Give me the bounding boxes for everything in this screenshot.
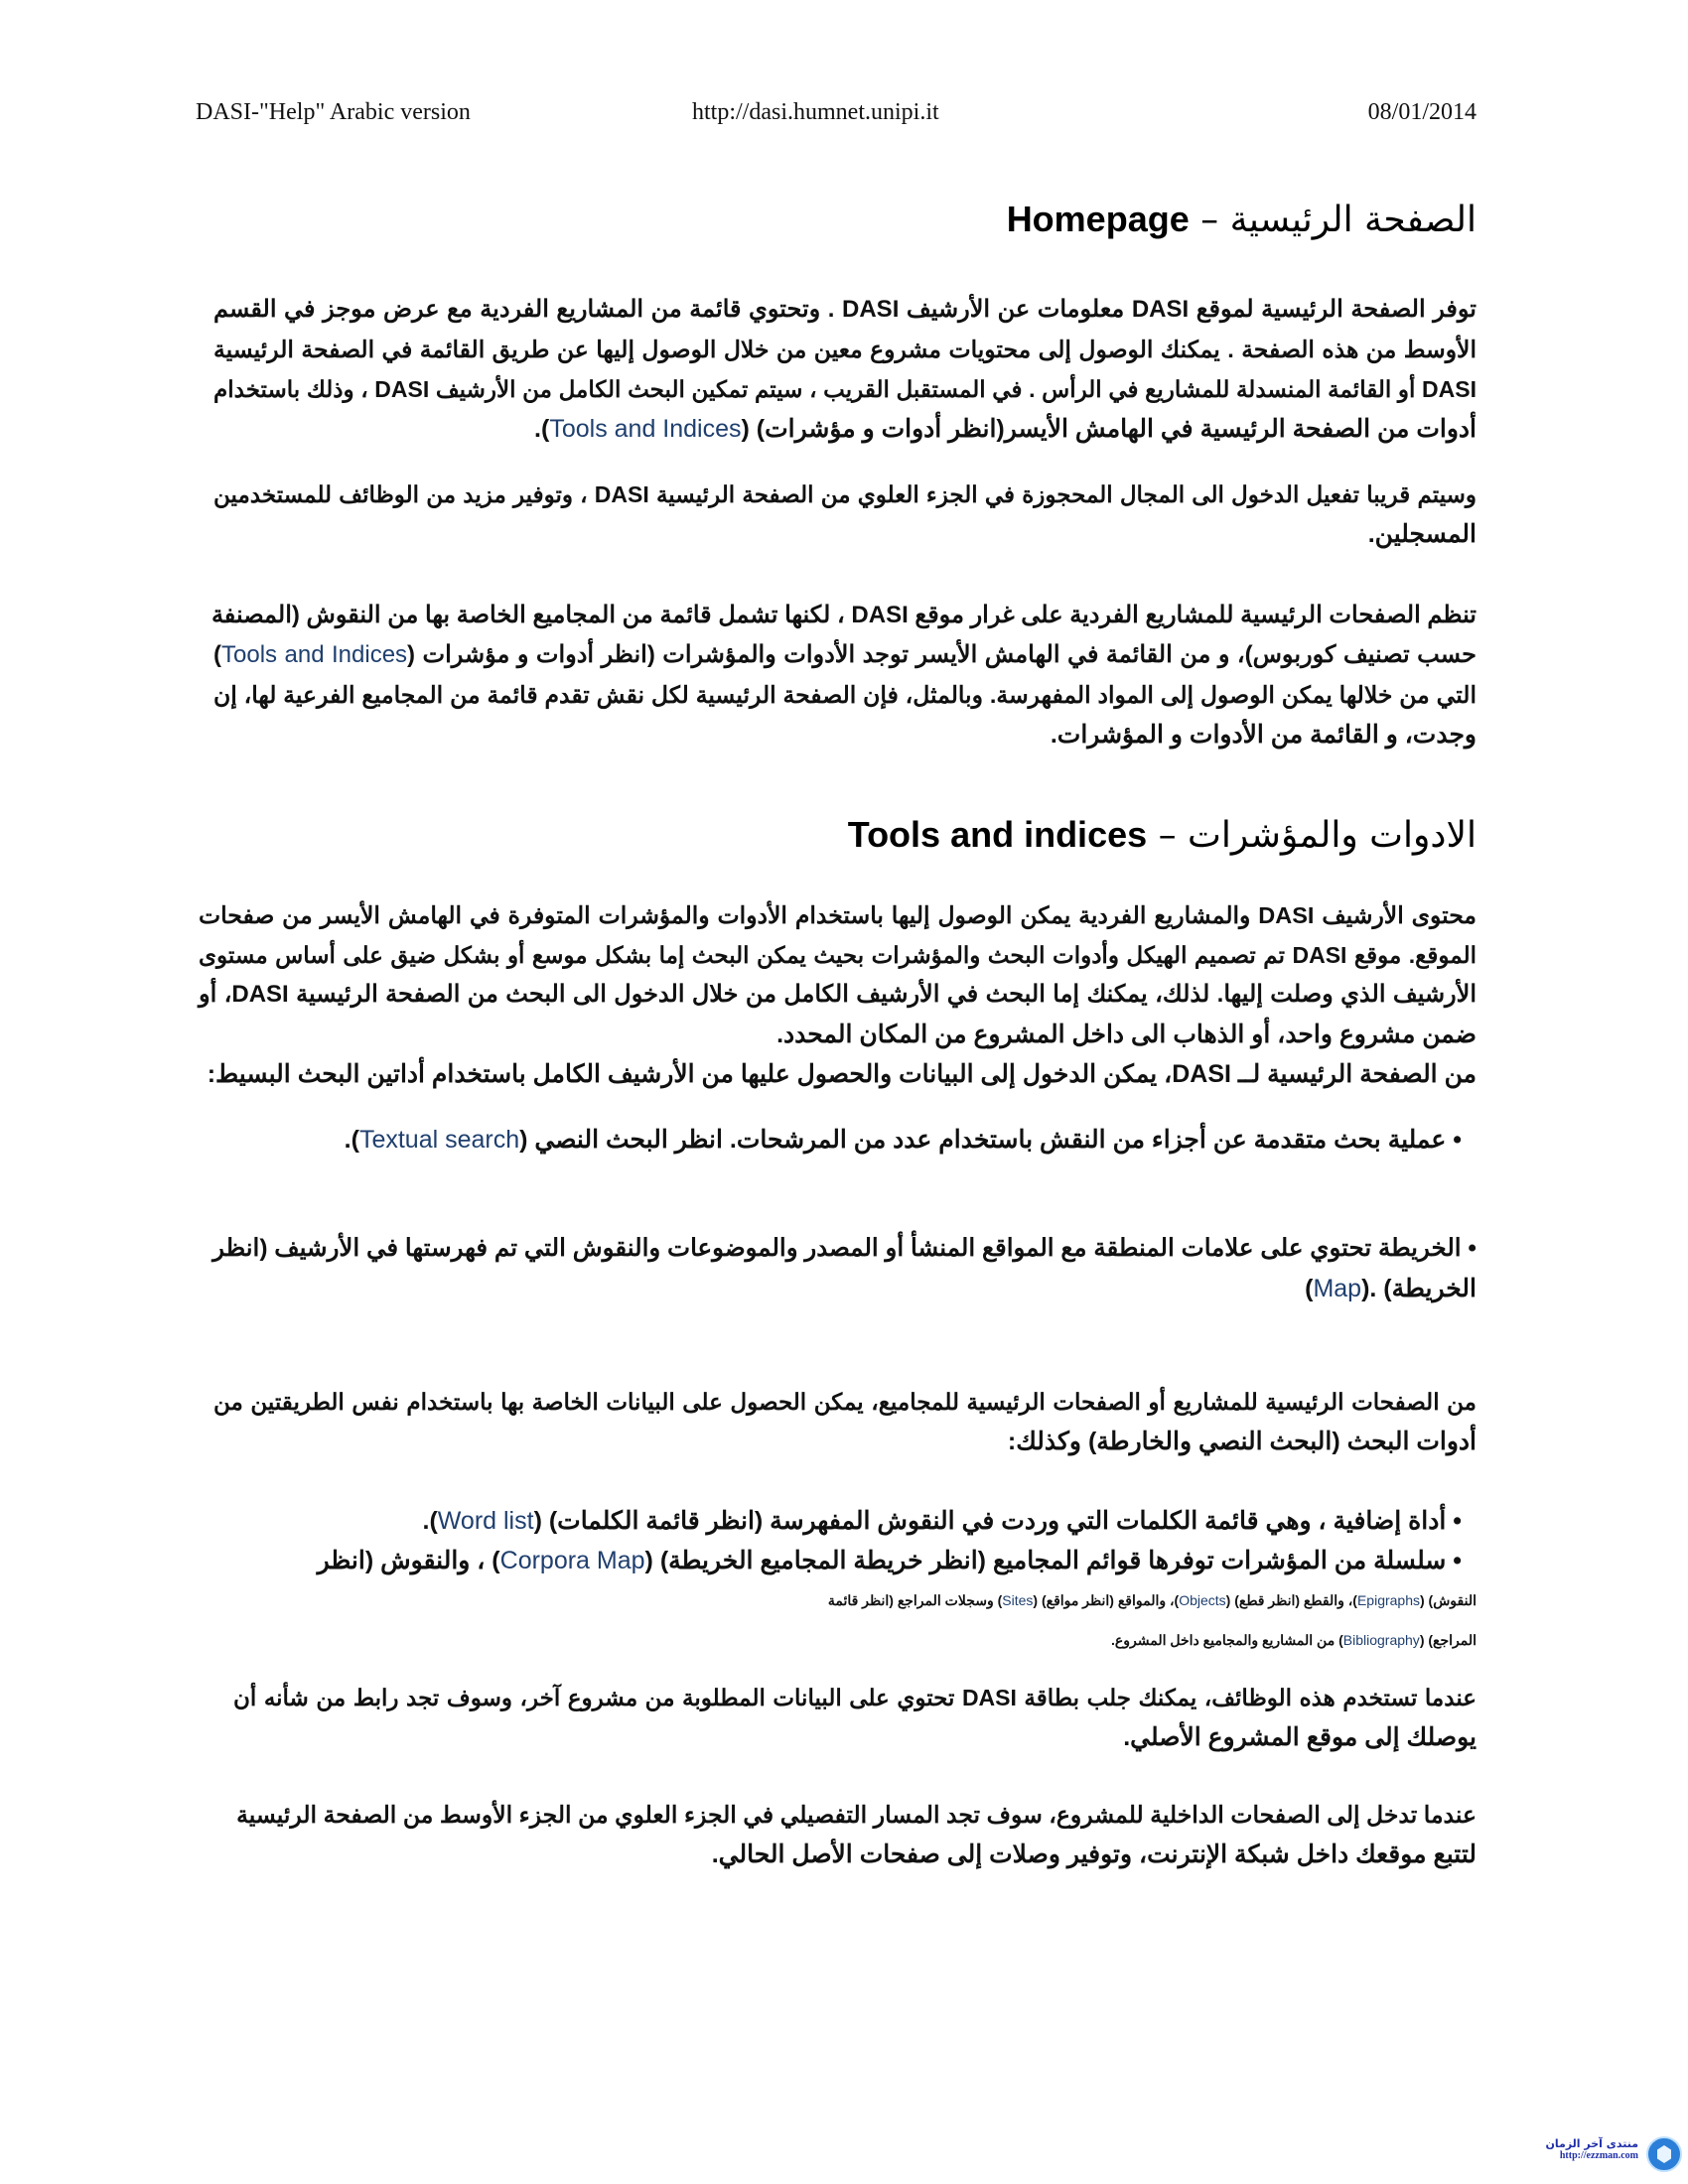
text-fragment: ) ، والنقوش (انظر xyxy=(317,1547,500,1574)
link-bibliography[interactable]: Bibliography xyxy=(1342,1632,1420,1648)
link-map[interactable]: Map xyxy=(1313,1275,1362,1302)
text-line: من الصفحة الرئيسية لــ DASI، يمكن الدخول إلى البيانات والحصول عليها من الأرشيف الكامل باستخدام أداتين البحث البسيط: xyxy=(207,1060,1477,1088)
paragraph-project-pages xyxy=(213,596,1477,754)
text-line xyxy=(213,1269,1477,1308)
text-line: تنظم الصفحات الرئيسية للمشاريع الفردية على غرار موقع DASI ، لكنها تشمل قائمة من المجاميع الخاصة بها من النقوش (المصنفة xyxy=(211,602,1477,628)
text-line: من الصفحات الرئيسية للمشاريع أو الصفحات الرئيسية للمجاميع، يمكن الحصول على البيانات الخاصة بها باستخدام نفس الطريقتين من xyxy=(213,1389,1477,1415)
paragraph-homepage-intro xyxy=(213,290,1477,449)
paragraph-reserved-area xyxy=(213,475,1477,554)
text-fragment: )، والمواقع (انظر مواقع) ( xyxy=(1033,1592,1180,1608)
text-line: الموقع. موقع DASI تم تصميم الهيكل وأدوات البحث والمؤشرات بحيث يمكن البحث إما بشكل موسع أو بشكل ضيق على أساس مستوى xyxy=(199,942,1477,968)
paragraph-breadcrumb xyxy=(238,1795,1477,1874)
text-line: الأرشيف الذي وصلت إليها. لذلك، يمكنك إما البحث في الأرشيف الكامل من خلال الدخول الى البحث من الصفحة الرئيسية DASI، أو xyxy=(199,981,1477,1008)
header-title: DASI-"Help" Arabic version xyxy=(196,99,471,125)
link-word-list[interactable]: Word list xyxy=(437,1507,534,1535)
paragraph-project-tools xyxy=(213,1382,1477,1461)
text-fragment: ). xyxy=(534,415,550,443)
text-line xyxy=(213,1580,1477,1620)
text-line: ضمن مشروع واحد، أو الذهاب الى داخل المشروع من المكان المحدد. xyxy=(776,1021,1477,1048)
text-fragment: ) وسجلات المراجع (انظر قائمة xyxy=(827,1592,1003,1608)
header-url: http://dasi.humnet.unipi.it xyxy=(692,99,939,125)
text-fragment: ) xyxy=(213,641,221,668)
watermark-arabic: منتدى آخر الزمان xyxy=(1545,2137,1638,2150)
text-line: أدوات البحث (البحث النصي والخارطة) وكذلك: xyxy=(1007,1428,1477,1455)
hexagon-badge-icon xyxy=(1646,2136,1682,2172)
text-fragment: ) من المشاريع والمجاميع داخل المشروع. xyxy=(1111,1632,1343,1648)
text-line xyxy=(213,1541,1462,1580)
text-fragment: الخريطة) .( xyxy=(1361,1275,1477,1302)
text-line: لتتبع موقعك داخل شبكة الإنترنت، وتوفير وصلات إلى صفحات الأصل الحالي. xyxy=(711,1841,1477,1868)
text-fragment: )، والقطع (انظر قطع) ( xyxy=(1225,1592,1357,1608)
text-fragment: • سلسلة من المؤشرات توفرها قوائم المجاميع (انظر خريطة المجاميع الخريطة) ( xyxy=(644,1547,1462,1574)
text-line: توفر الصفحة الرئيسية لموقع DASI معلومات عن الأرشيف DASI . وتحتوي قائمة من المشاريع الفردية مع عرض موجز في القسم xyxy=(213,296,1477,323)
text-line xyxy=(213,635,1477,675)
link-corpora-map[interactable]: Corpora Map xyxy=(499,1547,645,1574)
paragraph-dasi-card xyxy=(233,1678,1477,1757)
text-line: وسيتم قريبا تفعيل الدخول الى المجال المحجوزة في الجزء العلوي من الصفحة الرئيسية DASI ، وتوفير مزيد من الوظائف للمستخدمين xyxy=(213,481,1477,507)
text-fragment: • أداة إضافية ، وهي قائمة الكلمات التي وردت في النقوش المفهرسة (انظر قائمة الكلمات) ( xyxy=(533,1507,1462,1535)
header-date: 08/01/2014 xyxy=(1367,99,1477,125)
text-line xyxy=(213,409,1477,449)
link-tools-and-indices[interactable]: Tools and Indices xyxy=(549,415,742,443)
text-line: المسجلين. xyxy=(1367,520,1477,548)
text-fragment: النقوش) ( xyxy=(1420,1592,1477,1608)
text-fragment: ) xyxy=(1305,1275,1314,1302)
bullet-word-list xyxy=(423,1501,1463,1541)
bullet-indices xyxy=(213,1541,1477,1660)
text-fragment: المراجع) ( xyxy=(1419,1632,1477,1648)
link-tools-and-indices[interactable]: Tools and Indices xyxy=(221,641,408,668)
text-line xyxy=(345,1120,1462,1160)
text-line: وجدت، و القائمة من الأدوات و المؤشرات. xyxy=(1050,721,1477,749)
text-line: التي من خلالها يمكن الوصول إلى المواد المفهرسة. وبالمثل، فإن الصفحة الرئيسية لكل نقش تقدم قائمة من المجاميع الفرعية لها، إن xyxy=(213,682,1477,708)
text-fragment: حسب تصنيف كوربوس)، و من القائمة في الهامش الأيسر توجد الأدوات والمؤشرات (انظر أدوات و مؤشرات ( xyxy=(407,641,1477,668)
bullet-map xyxy=(213,1229,1477,1308)
text-line: عندما تستخدم هذه الوظائف، يمكنك جلب بطاقة DASI تحتوي على البيانات المطلوبة من مشروع آخر، وسوف تجد رابط من شأنه أن xyxy=(233,1685,1477,1710)
text-fragment: ). xyxy=(422,1507,438,1535)
text-line: الأوسط من هذه الصفحة . يمكنك الوصول إلى محتويات مشروع معين من خلال الوصول إليها عن طريق القائمة في الصفحة الرئيسية xyxy=(213,337,1477,362)
section-heading-homepage xyxy=(1007,199,1477,240)
link-textual-search[interactable]: Textual search xyxy=(358,1126,520,1154)
heading-arabic: الصفحة الرئيسية – xyxy=(1189,200,1477,240)
text-line xyxy=(423,1501,1463,1541)
text-line: محتوى الأرشيف DASI والمشاريع الفردية يمكن الوصول إليها باستخدام الأدوات والمؤشرات المتوفرة في الهامش الأيسر من صفحات xyxy=(199,902,1477,928)
text-line: يوصلك إلى موقع المشروع الأصلي. xyxy=(1123,1723,1477,1751)
forum-watermark xyxy=(1519,2134,1688,2179)
text-line: عندما تدخل إلى الصفحات الداخلية للمشروع، سوف تجد المسار التفصيلي في الجزء العلوي من الجزء الأوسط من الصفحة الرئيسية xyxy=(236,1802,1477,1828)
link-objects[interactable]: Objects xyxy=(1179,1592,1226,1608)
link-epigraphs[interactable]: Epigraphs xyxy=(1356,1592,1420,1608)
text-fragment: • عملية بحث متقدمة عن أجزاء من النقش باستخدام عدد من المرشحات. انظر البحث النصي ( xyxy=(519,1126,1462,1154)
bullet-textual-search xyxy=(345,1120,1462,1160)
link-sites[interactable]: Sites xyxy=(1002,1592,1034,1608)
paragraph-tools-intro xyxy=(199,895,1477,1094)
watermark-url: http://ezzman.com xyxy=(1559,2150,1638,2161)
heading-english: Tools and indices xyxy=(847,814,1148,855)
section-heading-tools xyxy=(848,814,1477,856)
text-fragment: ). xyxy=(344,1126,359,1154)
text-line: • الخريطة تحتوي على علامات المنطقة مع المواقع المنشأ أو المصدر والموضوعات والنقوش التي تم فهرستها في الأرشيف (انظر xyxy=(212,1235,1477,1262)
text-line: DASI أو القائمة المنسدلة للمشاريع في الرأس . في المستقبل القريب ، سيتم تمكين البحث الكامل من الأرشيف DASI ، وذلك باستخدام xyxy=(213,376,1477,402)
heading-english: Homepage xyxy=(1006,199,1190,239)
text-line xyxy=(213,1620,1477,1660)
text-fragment: أدوات من الصفحة الرئيسية في الهامش الأيسر(انظر أدوات و مؤشرات) ( xyxy=(741,415,1477,443)
watermark-text xyxy=(1519,2137,1638,2161)
heading-arabic: الادوات والمؤشرات – xyxy=(1147,815,1477,856)
